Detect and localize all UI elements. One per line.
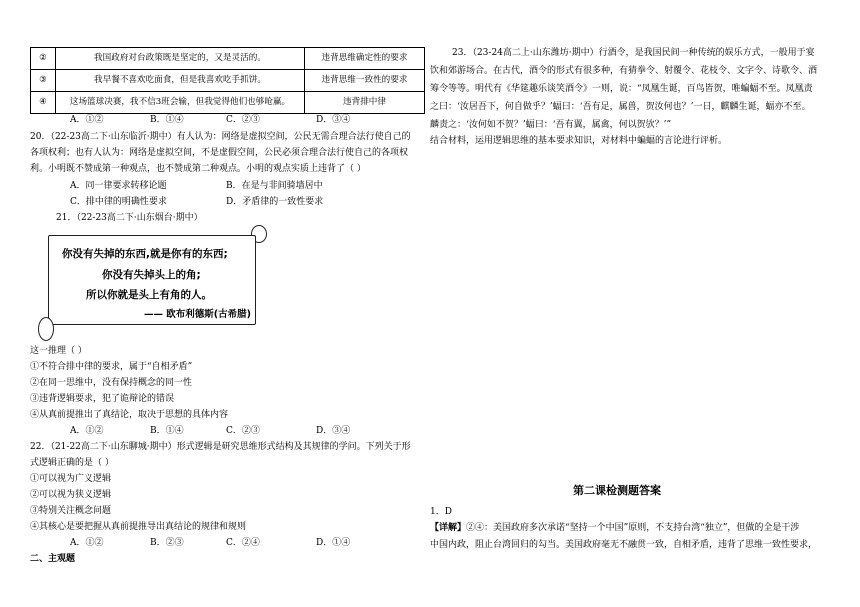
- option-a[interactable]: A．①②: [70, 538, 104, 548]
- q20-stem-line: 利。小明既不赞成第一种观点，也不赞成第二种观点。小明的观点实质上违背了（ ）: [30, 164, 366, 174]
- row-number: ②: [31, 48, 56, 70]
- quote-scroll: [40, 229, 265, 335]
- q21-item: ②在同一思维中，没有保持概念的同一性: [30, 378, 193, 388]
- table-row: [31, 92, 425, 114]
- options-table: [30, 47, 425, 114]
- option-a[interactable]: A．同一律要求转移论题: [70, 181, 167, 191]
- section-heading: 二、主观题: [30, 554, 76, 564]
- row-number: ④: [31, 92, 56, 114]
- q23-line: 之曰：‘汝居吾下，何自做乎？’蝠曰：‘吾有足，属兽，贺汝何也？’一日，麒麟生诞，蝠亦不至。: [430, 102, 811, 112]
- quote-line: 你没有失掉的东西,就是你有的东西;: [62, 248, 228, 260]
- q20-stem-line: 20．（22-23高二下·山东临沂·期中）有人认为：网络是虚拟空间，公民无需合理合法行使自己的: [30, 132, 411, 142]
- option-b[interactable]: B．在是与非间骑墙居中: [226, 181, 323, 191]
- option-c[interactable]: C．排中律的明确性要求: [70, 197, 167, 207]
- q21-item: ③违背逻辑要求，犯了诡辩论的错误: [30, 394, 175, 404]
- row-statement: 这场篮球决赛，我不信3班会输，但我觉得他们也够呛赢。: [56, 92, 305, 114]
- option-b[interactable]: B．①④: [150, 115, 184, 125]
- answer-detail: [430, 522, 799, 536]
- detail-label: 【详解】: [430, 523, 467, 533]
- quote-line: 你没有失掉头上的角;: [102, 269, 201, 281]
- q22-stem-line: 式逻辑正确的是（ ）: [30, 458, 114, 468]
- table-row: [31, 48, 425, 70]
- q21-options: [30, 425, 425, 439]
- answer-detail-line: 中国内政，阻止台湾回归的勾当。美国政府毫无不融贯一致，自相矛盾，违背了思维一致性要求，: [430, 540, 818, 550]
- table-row: [31, 70, 425, 92]
- row-number: ③: [31, 70, 56, 92]
- q22-options: [30, 537, 425, 551]
- q23-line: 23．（23-24高二上·山东潍坊·期中）行酒令，是我国民间一种传统的娱乐方式，一般用于宴: [452, 48, 815, 58]
- q20-stem-line: 各项权利；也有人认为：网络是虚拟空间，不是虚假空间，公民必须合理合法行使自己的各项权: [30, 148, 409, 158]
- option-d[interactable]: D．①④: [316, 538, 351, 548]
- row-statement: 我国政府对台政策既是坚定的，又是灵活的。: [56, 48, 305, 70]
- q21-question: 这一推理（ ）: [30, 346, 87, 356]
- q21-stem: 21．（22-23高二下·山东烟台·期中）: [56, 213, 203, 223]
- q21-item: ①不符合排中律的要求，属于“自相矛盾”: [30, 362, 193, 372]
- option-c[interactable]: C．②③: [226, 426, 260, 436]
- q21-item: ④从真前提推出了真结论，取决于思想的具体内容: [30, 410, 229, 420]
- option-a[interactable]: A．①②: [70, 426, 104, 436]
- row-judgement: 违背排中律: [305, 92, 425, 114]
- option-b[interactable]: B．②③: [150, 538, 184, 548]
- q22-item: ③特别关注概念问题: [30, 506, 112, 516]
- option-a[interactable]: A．①②: [70, 115, 104, 125]
- scroll-curl-bottom: [38, 317, 54, 341]
- answers-title: 第二课检测题答案: [573, 484, 661, 497]
- q22-stem-line: 22．（21-22高二下·山东聊城·期中）形式逻辑是研究思维形式结构及其规律的学问。下列关于形: [30, 442, 411, 452]
- q23-line: 饮和郊游场合。在古代，酒令的形式有很多种，有猜拳令、射覆令、花枝令、文字令、诗歌令、酒: [430, 66, 818, 76]
- row-judgement: 违背思维确定性的要求: [305, 48, 425, 70]
- option-d[interactable]: D．③④: [316, 115, 351, 125]
- row-judgement: 违背思维一致性的要求: [305, 70, 425, 92]
- q23-line: 麟责之：‘汝何如不贺？’蝠曰：‘吾有翼，属禽，何以贺欤？’”: [430, 120, 672, 130]
- detail-text: ②④：美国政府多次承诺“坚持一个中国”原则，不支持台湾“独立”，但做的全是干涉: [466, 523, 800, 533]
- option-b[interactable]: B．①④: [150, 426, 184, 436]
- q23-line: 筹令等等。明代有《华筵趣乐谈笑酒令》一则，说：“凤凰生诞，百鸟皆贺，唯蝙蝠不至。凤凰责: [430, 84, 813, 94]
- q22-item: ④其核心是要把握从真前提推导出真结论的规律和规则: [30, 522, 247, 532]
- option-d[interactable]: D．矛盾律的一致性要求: [226, 197, 324, 207]
- quote-line: 所以你就是头上有角的人。: [86, 289, 212, 301]
- option-c[interactable]: C．②③: [226, 115, 260, 125]
- option-d[interactable]: D．③④: [316, 426, 351, 436]
- row-statement: 我早餐不喜欢吃面食，但是我喜欢吃手抓饼。: [56, 70, 305, 92]
- q19-options: [30, 114, 425, 128]
- q22-item: ②可以视为狭义逻辑: [30, 490, 112, 500]
- answer-number: 1．D: [430, 507, 452, 517]
- option-c[interactable]: C．②④: [226, 538, 260, 548]
- quote-attribution: —— 欧布利德斯(古希腊): [144, 309, 251, 320]
- q22-item: ①可以视为广义逻辑: [30, 474, 112, 484]
- q23-task: 结合材料，运用逻辑思维的基本要求知识，对材料中蝙蝠的言论进行评析。: [430, 136, 728, 146]
